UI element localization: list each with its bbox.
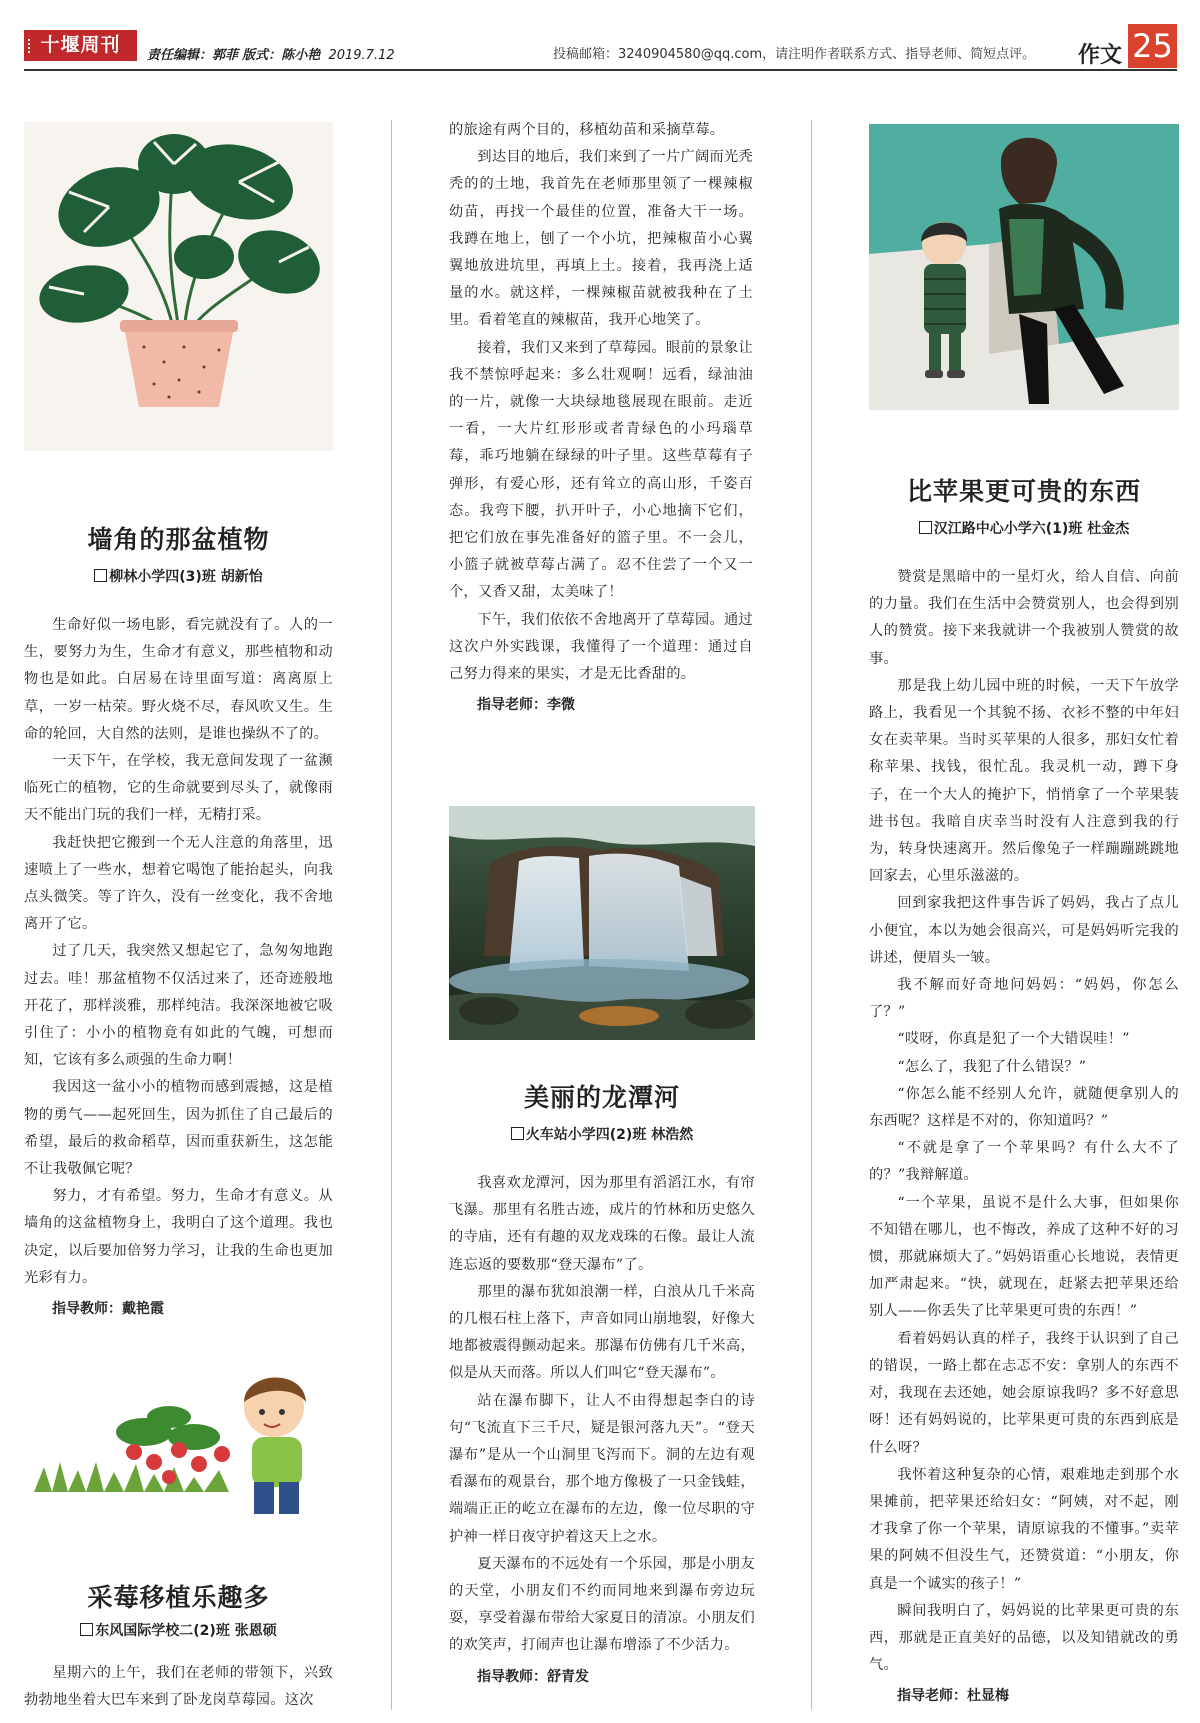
article-body	[24, 612, 333, 1292]
paragraph: 我因这一盆小小的植物而感到震撼，这是植物的勇气——起死回生，因为抓住了自己最后的希望，最后的救命稻草，因而重获新生，这怎能不让我敬佩它呢？	[24, 1079, 333, 1178]
masthead-title: 十堰周刊	[40, 34, 121, 56]
article-title: 比苹果更可贵的东西	[906, 477, 1141, 506]
paragraph: “你怎么能不经别人允许，就随便拿别人的东西呢？这样是不对的，你知道吗？”	[869, 1085, 1179, 1130]
contact-info: 投稿邮箱：3240904580@qq.com，请注明作者联系方式、指导老师、简短点评。	[553, 47, 1036, 62]
paragraph: “哎呀，你真是犯了一个大错误哇！”	[897, 1031, 1130, 1048]
article-teacher: 指导老师：李微	[477, 697, 575, 714]
article-strawberry	[24, 1578, 333, 1714]
article-strawberry-continued	[449, 117, 753, 718]
waterfall-photo	[449, 806, 755, 1040]
credits	[147, 44, 395, 63]
editor-label: 责任编辑：	[147, 48, 213, 63]
layout-label: 版式：	[242, 48, 282, 63]
paragraph: 赞赏是黑暗中的一星灯火，给人自信、向前的力量。我们在生活中会赞赏别人，也会得到别人的赞赏。接下来我就讲一个我被别人赞赏的故事。	[869, 569, 1179, 667]
article-byline: 柳林小学四(3)班 胡新怡	[24, 566, 333, 586]
paragraph: “一个苹果，虽说不是什么大事，但如果你不知错在哪儿，也不悔改，养成了这种不好的习惯，那就麻烦大了。”妈妈语重心长地说，表情更加严肃起来。“快，就现在，赶紧去把苹果还给别人——你丢失了比苹果更可贵的东西！”	[869, 1194, 1179, 1320]
paragraph: 努力，才有希望。努力，生命才有意义。从墙角的这盆植物身上，我明白了这个道理。我也决定，以后要加倍努力学习，让我的生命也更加光彩有力。	[24, 1188, 333, 1286]
header-rule	[24, 69, 1177, 71]
paragraph: 那里的瀑布犹如浪潮一样，白浪从几千米高的几根石柱上落下，声音如同山崩地裂，好像大地都被震得颤动起来。那瀑布仿佛有几千米高，似是从天而落。所以人们叫它“登天瀑布”。	[449, 1283, 755, 1382]
paragraph: 下午，我们依依不舍地离开了草莓园。通过这次户外实践课，我懂得了一个道理：通过自己努力得来的果实，才是无比香甜的。	[449, 611, 753, 683]
article-title: 采莓移植乐趣多	[87, 1583, 270, 1612]
paragraph: 过了几天，我突然又想起它了，急匆匆地跑过去。哇！那盆植物不仅活过来了，还奇迹般地开花了，那样淡雅，那样纯洁。我深深地被它吸引住了：小小的植物竟有如此的气魄，可想而知，它该有多么顽强的生命力啊！	[24, 943, 333, 1069]
article-teacher: 指导教师：戴艳霞	[52, 1301, 164, 1318]
paragraph: 我怀着这种复杂的心情，艰难地走到那个水果摊前，把苹果还给妇女：“阿姨，对不起，刚才我拿了你一个苹果，请原谅我的不懂事。”卖苹果的阿姨不但没生气，还赞赏道：“小朋友，你真是一个诚实的孩子！”	[869, 1466, 1179, 1592]
paragraph: 我喜欢龙潭河，因为那里有滔滔江水，有帘飞瀑。那里有名胜古迹，成片的竹林和历史悠久的寺庙，还有有趣的双龙戏珠的石像。最让人流连忘返的要数那“登天瀑布”了。	[449, 1175, 755, 1273]
article-body	[869, 564, 1179, 1679]
paragraph: 到达目的地后，我们来到了一片广阔而光秃秃的的土地，我首先在老师那里领了一棵辣椒幼苗，再找一个最佳的位置，准备大干一场。我蹲在地上，刨了一个小坑，把辣椒苗小心翼翼地放进坑里，再填上土。接着，我再浇上适量的水。就这样，一棵辣椒苗就被我种在了土里。看着笔直的辣椒苗，我开心地笑了。	[449, 149, 753, 329]
paragraph: “怎么了，我犯了什么错误？”	[897, 1058, 1087, 1075]
article-body	[449, 1170, 755, 1660]
paragraph: 的旅途有两个目的，移植幼苗和采摘草莓。	[449, 122, 725, 138]
paragraph: 那是我上幼儿园中班的时候，一天下午放学路上，我看见一个其貌不扬、衣衫不整的中年妇女在卖苹果。当时买苹果的人很多，那妇女忙着称苹果、找钱，很忙乱。我灵机一动，蹲下身子，在一个大人的掩护下，悄悄拿了一个苹果装进书包。我暗自庆幸当时没有人注意到我的行为，转身快速离开。然后像兔子一样蹦蹦跳跳地回家去，心里乐滋滋的。	[869, 677, 1179, 885]
byline-box-icon	[919, 521, 932, 534]
article-body	[24, 1660, 333, 1714]
article-teacher: 指导老师：杜显梅	[897, 1688, 1009, 1705]
section-name: 作文	[1078, 43, 1123, 68]
article-plant	[24, 520, 333, 1322]
masthead-dots-icon	[28, 39, 37, 53]
paragraph: 我赶快把它搬到一个无人注意的角落里，迅速喷上了一些水，想着它喝饱了能抬起头，向我点头微笑。等了许久，没有一丝变化，我不舍地离开了它。	[24, 834, 333, 933]
article-title: 美丽的龙潭河	[523, 1083, 680, 1112]
paragraph: 夏天瀑布的不远处有一个乐园，那是小朋友的天堂，小朋友们不约而同地来到瀑布旁边玩耍，享受着瀑布带给大家夏日的清凉。小朋友们的欢笑声，打闹声也让瀑布增添了不少活力。	[449, 1555, 755, 1654]
paragraph: 生命好似一场电影，看完就没有了。人的一生，要努力为生，生命才有意义，那些植物和动物也是如此。白居易在诗里面写道：离离原上草，一岁一枯荣。野火烧不尽，春风吹又生。生命的轮回，大自然的法则，是谁也操纵不了的。	[24, 617, 333, 742]
strawberry-boy-illustration	[24, 1362, 334, 1527]
paragraph: 瞬间我明白了，妈妈说的比苹果更可贵的东西，那就是正直美好的品德，以及知错就改的勇气。	[869, 1602, 1179, 1674]
article-title: 墙角的那盆植物	[87, 525, 270, 554]
article-apple	[869, 472, 1179, 1709]
column-divider	[811, 120, 812, 1710]
paragraph: “不就是拿了一个苹果吗？有什么大不了的？”我辩解道。	[869, 1140, 1179, 1184]
paragraph: 站在瀑布脚下，让人不由得想起李白的诗句“飞流直下三千尺，疑是银河落九天”。“登天瀑布”是从一个山洞里飞泻而下。洞的左边有观看瀑布的观景台，那个地方像极了一只金钱蛙，端端正正的屹立在瀑布的左边，像一位尽职的守护神一样日夜守护着这天上之水。	[449, 1392, 755, 1545]
byline-box-icon	[80, 1623, 93, 1636]
page-header	[0, 0, 1200, 72]
masthead	[24, 30, 137, 61]
editor-name: 郭菲	[212, 48, 239, 63]
paragraph: 我不解而好奇地问妈妈：“妈妈，你怎么了？”	[869, 977, 1179, 1021]
page-number: 25	[1128, 24, 1177, 68]
layout-name: 陈小艳	[281, 48, 321, 63]
column-divider	[391, 120, 392, 1710]
article-longtan	[449, 1078, 755, 1690]
byline-box-icon	[511, 1127, 524, 1140]
paragraph: 一天下午，在学校，我无意间发现了一盆濒临死亡的植物，它的生命就要到尽头了，就像雨天不能出门玩的我们一样，无精打采。	[24, 753, 333, 824]
issue-date: 2019.7.12	[328, 48, 395, 63]
byline-box-icon	[94, 569, 107, 582]
article-byline: 东风国际学校二(2)班 张恩硕	[24, 1620, 333, 1640]
paragraph: 回到家我把这件事告诉了妈妈，我占了点儿小便宜，本以为她会很高兴，可是妈妈听完我的讲述，便眉头一皱。	[869, 895, 1179, 966]
mother-child-illustration	[869, 124, 1179, 410]
plant-illustration	[24, 122, 333, 451]
article-byline: 火车站小学四(2)班 林浩然	[449, 1124, 755, 1144]
article-teacher: 指导教师：舒青发	[477, 1668, 589, 1685]
article-byline: 汉江路中心小学六(1)班 杜金杰	[869, 518, 1179, 538]
paragraph: 接着，我们又来到了草莓园。眼前的景象让我不禁惊呼起来：多么壮观啊！远看，绿油油的一片，就像一大块绿地毯展现在眼前。走近一看，一大片红形形或者青绿色的小玛瑙草莓，乖巧地躺在绿绿的叶子里。这些草莓有子弹形，有爱心形，还有耸立的高山形，千姿百态。我弯下腰，扒开叶子，小心地摘下它们，把它们放在事先准备好的篮子里。不一会儿，小篮子就被草莓占满了。忍不住尝了一个又一个，又香又甜，太美味了！	[449, 339, 753, 601]
paragraph: 看着妈妈认真的样子，我终于认识到了自己的错误，一路上都在忐忑不安：拿别人的东西不对，我现在去还她，她会原谅我吗？多不好意思呀！还有妈妈说的，比苹果更可贵的东西到底是什么呀？	[869, 1330, 1179, 1456]
paragraph: 星期六的上午，我们在老师的带领下，兴致勃勃地坐着大巴车来到了卧龙岗草莓园。这次	[24, 1665, 333, 1709]
